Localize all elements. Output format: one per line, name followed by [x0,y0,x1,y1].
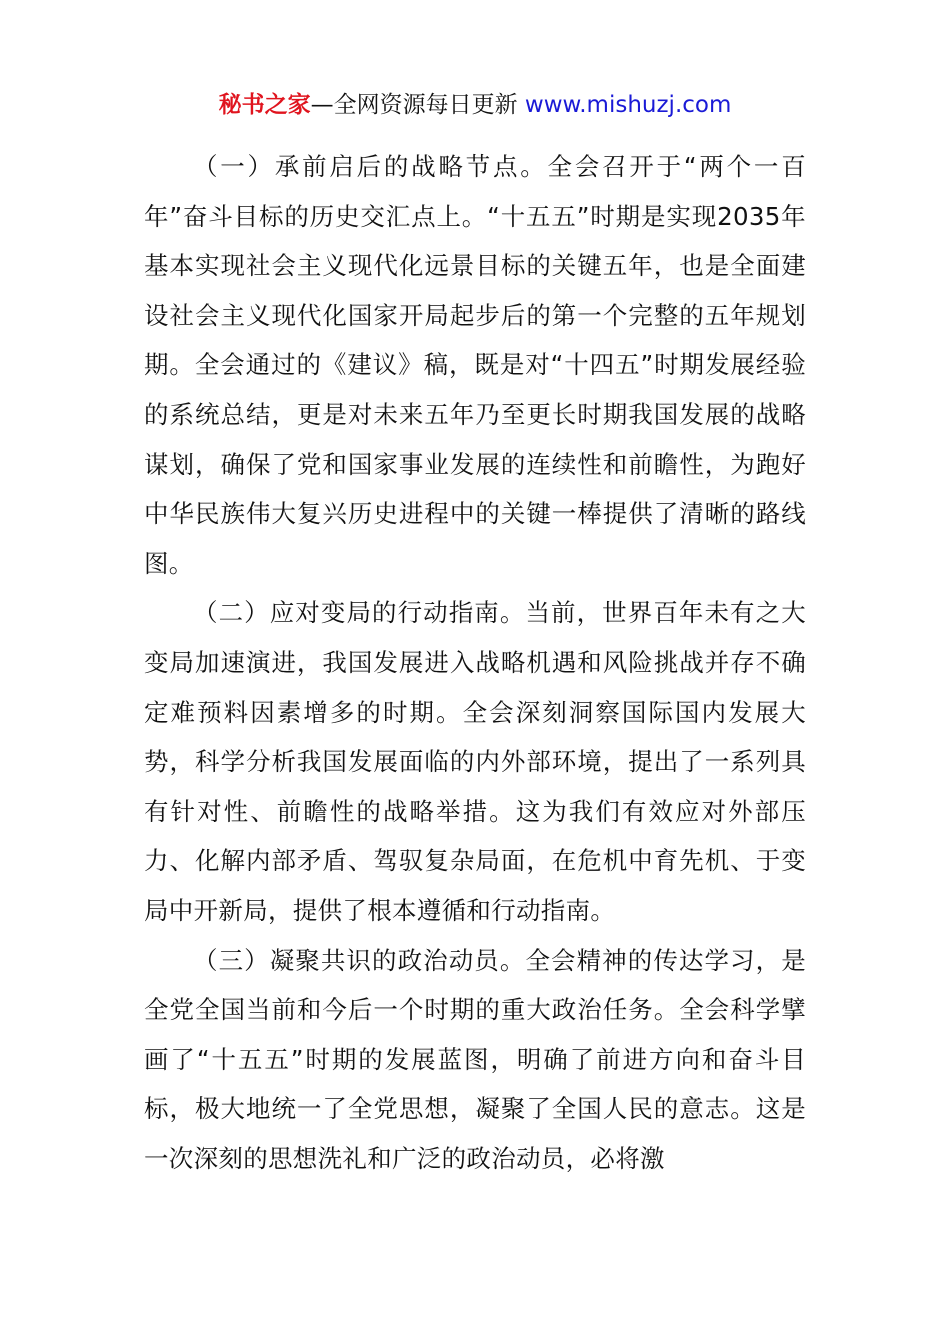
document-body [144,142,806,1183]
paragraph-political-mobilization: （三）凝聚共识的政治动员。全会精神的传达学习，是全党全国当前和今后一个时期的重大政治任务。全会科学擘画了“十五五”时期的发展蓝图，明确了前进方向和奋斗目标，极大地统一了全党思想，凝聚了全国人民的意志。这是一次深刻的思想洗礼和广泛的政治动员，必将激 [144,945,806,1173]
paragraph-strategic-node: （一）承前启后的战略节点。全会召开于“两个一百年”奋斗目标的历史交汇点上。“十五五”时期是实现2035年基本实现社会主义现代化远景目标的关键五年，也是全面建设社会主义现代化国家开局起步后的第一个完整的五年规划期。全会通过的《建议》稿，既是对“十四五”时期发展经验的系统总结，更是对未来五年乃至更长时期我国发展的战略谋划，确保了党和国家事业发展的连续性和前瞻性，为跑好中华民族伟大复兴历史进程中的关键一棒提供了清晰的路线图。 [144,152,806,578]
site-brand: 秘书之家 [218,92,311,118]
site-url-link[interactable]: www.mishuzj.com [524,92,732,118]
site-tagline: —全网资源每日更新 [310,92,525,118]
paragraph-action-guide: （二）应对变局的行动指南。当前，世界百年未有之大变局加速演进，我国发展进入战略机遇和风险挑战并存不确定难预料因素增多的时期。全会深刻洞察国际国内发展大势，科学分析我国发展面临的内外部环境，提出了一系列具有针对性、前瞻性的战略举措。这为我们有效应对外部压力、化解内部矛盾、驾驭复杂局面，在危机中育先机、于变局中开新局，提供了根本遵循和行动指南。 [144,598,806,925]
site-header [0,88,950,122]
